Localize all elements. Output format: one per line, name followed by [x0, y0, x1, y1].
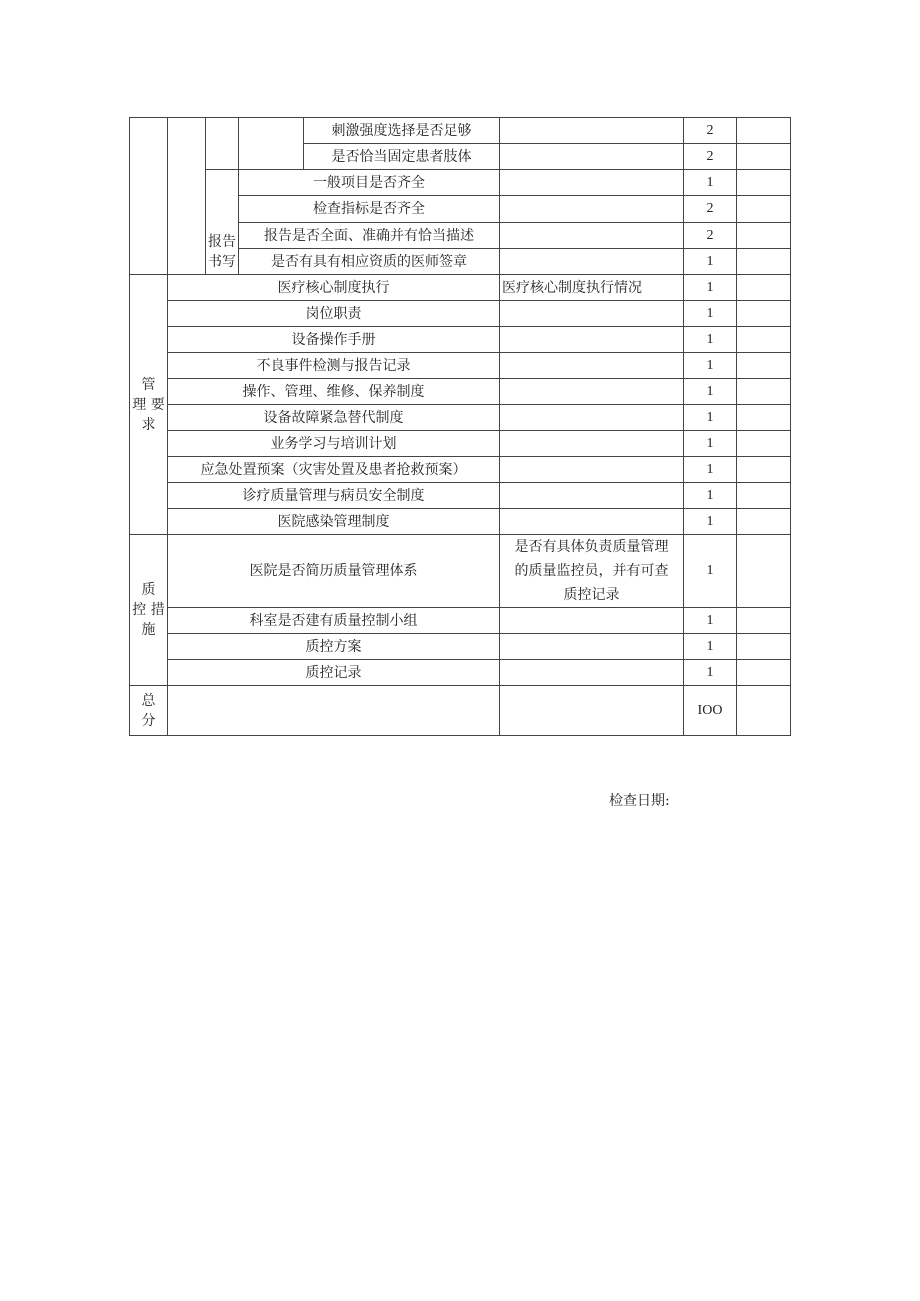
score-cell: 1: [684, 249, 737, 275]
score-cell: 1: [684, 301, 737, 327]
item-cell: 质控方案: [168, 634, 500, 660]
item-cell: 诊疗质量管理与病员安全制度: [168, 483, 500, 509]
item-cell: 质控记录: [168, 660, 500, 686]
score-cell: 1: [684, 457, 737, 483]
method-cell: [500, 379, 684, 405]
score-cell: 2: [684, 223, 737, 249]
method-cell: [500, 509, 684, 535]
item-cell: 设备操作手册: [168, 327, 500, 353]
item-cell: 是否有具有相应资质的医师签章: [239, 249, 500, 275]
result-cell: [737, 660, 791, 686]
score-cell: 1: [684, 327, 737, 353]
method-cell: [500, 223, 684, 249]
method-cell: [500, 608, 684, 634]
result-cell: [737, 196, 791, 223]
table-row: [130, 634, 791, 660]
score-cell: 1: [684, 405, 737, 431]
score-cell: 1: [684, 275, 737, 301]
inspection-date-label: 检查日期:: [609, 793, 670, 809]
method-cell: [500, 353, 684, 379]
method-cell: [500, 457, 684, 483]
table-row: [130, 457, 791, 483]
method-cell: [500, 118, 684, 144]
table-row: [130, 118, 791, 144]
result-cell: [737, 457, 791, 483]
result-cell: [737, 509, 791, 535]
result-cell: [737, 249, 791, 275]
report-writing-label: 报告 书写: [206, 170, 239, 275]
method-cell: [500, 196, 684, 223]
item-cell: 医疗核心制度执行: [168, 275, 500, 301]
table-row: [130, 660, 791, 686]
table-row: [130, 405, 791, 431]
table-row: [130, 509, 791, 535]
item-cell: 一般项目是否齐全: [239, 170, 500, 196]
score-cell: 1: [684, 660, 737, 686]
score-cell: 2: [684, 144, 737, 170]
method-cell: [500, 431, 684, 457]
table-row: [130, 686, 791, 736]
method-cell: [500, 301, 684, 327]
method-cell: [500, 660, 684, 686]
table-row: [130, 483, 791, 509]
item-cell: 医院感染管理制度: [168, 509, 500, 535]
method-cell: [500, 249, 684, 275]
item-cell: 业务学习与培训计划: [168, 431, 500, 457]
item-cell: 操作、管理、维修、保养制度: [168, 379, 500, 405]
item-cell: 设备故障紧急替代制度: [168, 405, 500, 431]
result-cell: [737, 170, 791, 196]
method-cell: [500, 170, 684, 196]
result-cell: [737, 144, 791, 170]
method-cell: 是否有具体负责质量管理 的质量监控员，并有可查 质控记录: [500, 535, 684, 608]
method-cell: [500, 634, 684, 660]
result-cell: [737, 353, 791, 379]
empty-cell: [239, 118, 304, 170]
management-requirements-label: 管 理 要 求: [130, 275, 168, 535]
score-cell: 1: [684, 379, 737, 405]
result-cell: [737, 608, 791, 634]
table-row: [130, 353, 791, 379]
result-cell: [737, 431, 791, 457]
result-cell: [737, 379, 791, 405]
score-cell: 2: [684, 118, 737, 144]
item-cell: 应急处置预案（灾害处置及患者抢救预案）: [168, 457, 500, 483]
table-row: [130, 327, 791, 353]
method-cell: [500, 144, 684, 170]
category-cell: [130, 118, 168, 275]
score-cell: 1: [684, 483, 737, 509]
table-row: [130, 379, 791, 405]
result-cell: [737, 118, 791, 144]
result-cell: [737, 223, 791, 249]
item-cell: [168, 686, 500, 736]
item-cell: 检查指标是否齐全: [239, 196, 500, 223]
subcategory-cell: [168, 118, 206, 275]
item-cell: 不良事件检测与报告记录: [168, 353, 500, 379]
score-cell: 1: [684, 535, 737, 608]
inspection-table: [129, 117, 791, 736]
item-cell: 刺激强度选择是否足够: [304, 118, 500, 144]
result-cell: [737, 483, 791, 509]
score-cell: 1: [684, 353, 737, 379]
table-row: [130, 301, 791, 327]
result-cell: [737, 405, 791, 431]
table-row: [130, 608, 791, 634]
method-cell: [500, 686, 684, 736]
total-label: 总 分: [130, 686, 168, 736]
method-cell: [500, 327, 684, 353]
score-cell: 1: [684, 170, 737, 196]
result-cell: [737, 301, 791, 327]
score-cell: 1: [684, 634, 737, 660]
item-cell: 医院是否简历质量管理体系: [168, 535, 500, 608]
result-cell: [737, 535, 791, 608]
item-cell: 报告是否全面、准确并有恰当描述: [239, 223, 500, 249]
score-cell: 2: [684, 196, 737, 223]
method-cell: [500, 483, 684, 509]
table-row: [130, 170, 791, 196]
result-cell: [737, 686, 791, 736]
score-cell: 1: [684, 608, 737, 634]
table-row: [130, 535, 791, 608]
quality-control-label: 质 控 措 施: [130, 535, 168, 686]
method-cell: 医疗核心制度执行情况: [500, 275, 684, 301]
method-cell: [500, 405, 684, 431]
empty-cell: [206, 118, 239, 170]
table-row: [130, 431, 791, 457]
item-cell: 科室是否建有质量控制小组: [168, 608, 500, 634]
result-cell: [737, 275, 791, 301]
table-row: [130, 275, 791, 301]
result-cell: [737, 634, 791, 660]
result-cell: [737, 327, 791, 353]
item-cell: 岗位职责: [168, 301, 500, 327]
score-cell: 1: [684, 509, 737, 535]
total-score-cell: IOO: [684, 686, 737, 736]
item-cell: 是否恰当固定患者肢体: [304, 144, 500, 170]
score-cell: 1: [684, 431, 737, 457]
